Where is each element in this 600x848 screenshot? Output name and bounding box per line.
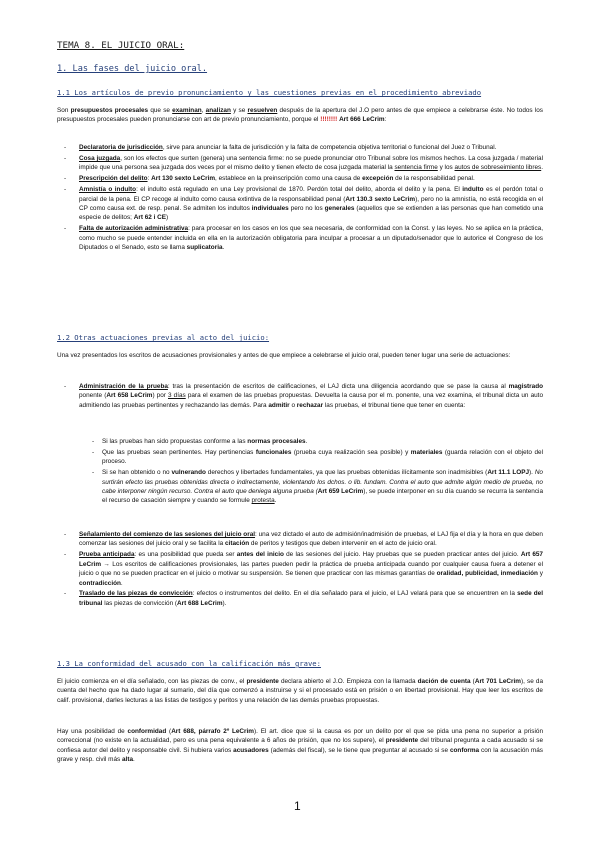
page-number: 1 <box>294 799 301 813</box>
text-run: presupuestos procesales <box>70 107 149 114</box>
text-run: Art 657 LeCrim → <box>79 551 543 568</box>
text-run: Declaratoria de jurisdicción <box>79 144 163 151</box>
text-run: Falta de autorización administrativa <box>79 225 189 233</box>
text-run: examinan <box>172 107 202 114</box>
text-run: que se <box>148 107 173 114</box>
text-run: Si se han obtenido o no <box>102 469 172 477</box>
bullet-dash-icon: - <box>64 225 67 233</box>
text-run: presidente <box>385 737 419 745</box>
text-run: sentencia firme <box>394 164 438 172</box>
section-heading: 1. Las fases del juicio oral. <box>57 64 208 74</box>
text-run: : <box>147 175 152 183</box>
text-run: !!!!!!!! <box>320 116 338 124</box>
text-run: con la acusación más grave y resp. civil más <box>57 746 543 764</box>
text-run: presidente <box>246 678 279 685</box>
text-run: y <box>537 570 543 578</box>
text-run: magistrado <box>508 383 544 390</box>
text-run: Señalamiento del comienzo de las sesiones del juicio oral <box>79 531 256 538</box>
text-run: . <box>133 756 135 764</box>
text-run: materiales <box>410 448 443 456</box>
text-run: : efectos o instrumentos del delito. En el día señalado para el juicio, el LAJ velará para que se encuentren en la <box>192 590 518 598</box>
text-run: alta <box>122 756 134 764</box>
bullet-dash-icon: - <box>64 590 67 598</box>
text-run: para el examen de las pruebas propuestas. Devuelta la causa por el m. ponente, una vez examina, el tribunal dicta un auto admitiendo las pruebas pertinentes y rechazando las demás. Para <box>79 392 544 409</box>
list-item <box>64 174 543 183</box>
text-run: Art 688, párrafo 2º LeCrim <box>171 728 254 735</box>
text-run: Art 130 sexto LeCrim <box>151 175 216 183</box>
text-run: : para procesar en los casos en los que sea necesaria, de conformidad con la Const. y las leyes. No se aplica en la práctica, como mucho se puede entender incluida en ella en la autorización obligatoria para inculpar a procesar a un diputado/senador que lo autorice el Congreso de los Diputados o el Senado, esto se llama <box>79 225 543 252</box>
text-run: ponente ( <box>79 392 107 400</box>
text-run: y los <box>437 164 455 172</box>
text-run: derechos y libertades fundamentales, ya que las pruebas obtenidas ilícitamente son inadmisibles ( <box>205 469 488 477</box>
text-run: Que las pruebas sean pertinentes. Hay pertinencias <box>102 448 256 456</box>
text-run: ). El art. dice que si la causa es por un delito por el que se pida una pena no superior a prisión correccional (no existe en la actualidad, pero es una pena equivalente a 6 años de prisión, que no los supere), el <box>57 728 544 745</box>
text-run: excepción <box>362 175 394 183</box>
text-run: de peritos y testigos que deben intervenir en el acto de juicio oral. <box>249 540 437 548</box>
text-run: (aquellos que se extienden a las personas que han cometido una especie de delitos; <box>79 204 544 222</box>
text-run: del tribunal pregunta a cada acusado si se confiesa autor del delito y responsable civil. Si hubiera varios <box>57 737 544 754</box>
text-run: , son los efectos que surten (genera) una sentencia firme: no se puede pronunciar otro Tribunal sobre los mismos hechos. La cosa juzgada / material impide que una persona sea juzgada dos veces por el mismo delito y tienen efecto de cosa juzgada material la <box>79 154 543 172</box>
text-run: conformidad <box>127 728 167 735</box>
list-item <box>92 448 543 467</box>
text-run: , <box>201 107 206 114</box>
text-run: : es una posibilidad que pueda ser <box>134 551 237 559</box>
paragraph-1-3-a <box>57 677 543 705</box>
text-run: . <box>305 438 308 445</box>
bullet-dash-icon: - <box>64 383 67 390</box>
text-run: suplicatoria <box>186 244 223 252</box>
bullet-dash-icon: - <box>64 154 67 162</box>
list-item <box>64 185 544 223</box>
text-run: acusadores <box>233 746 269 754</box>
text-run: : una vez dictado el auto de admisión/inadmisión de pruebas, el LAJ fija el día y la hora en que deben comenzar las sesiones del juicio oral y se facilita la <box>79 531 543 548</box>
criterios-prueba-list <box>92 437 543 507</box>
text-run: Art 666 LeCrim <box>339 116 385 124</box>
text-run: . <box>120 579 123 587</box>
bullet-dash-icon: - <box>92 469 95 477</box>
text-run: Art 62 i CE <box>133 214 167 222</box>
text-run: pero no los <box>288 204 325 212</box>
text-run: (además del fiscal), se le tiene que preguntar al acusado si se <box>268 746 450 754</box>
text-run: ( <box>470 678 475 685</box>
text-run: : tras la presentación de escritos de calificaciones, el LAJ dicta una diligencia acordando que se pase la causa al <box>167 383 509 390</box>
bullet-dash-icon: - <box>64 551 67 559</box>
text-run: ) <box>166 214 169 222</box>
text-run: rechazar <box>296 401 324 409</box>
text-run: conforma <box>449 746 480 754</box>
list-item <box>64 143 543 152</box>
text-run: resuelven <box>247 107 278 114</box>
text-run: funcionales <box>255 448 292 456</box>
list-item <box>64 530 543 549</box>
text-run: ), se da cuenta del hecho que ha dado lugar al sumario, del día que comenzó a instruirse y si el procesado está en prisión o en libertad provisional. Hay que leer los escritos de calif. provisional, darles lecturas a las listas de testigos y peritos y una relación de las demás pruebas propuestas. <box>57 678 544 704</box>
text-run: antes del inicio <box>236 551 284 559</box>
subsection-heading-1-2: 1.2 Otras actuaciones previas al acto del juicio: <box>57 333 270 342</box>
text-run: Amnistía o indulto <box>79 186 137 194</box>
bullet-dash-icon: - <box>92 438 95 445</box>
text-run: : <box>384 116 387 124</box>
text-run: y se <box>230 107 248 114</box>
text-run: declara abierto el J.O. Empieza con la llamada <box>278 678 418 685</box>
text-run: de la responsabilidad penal. <box>393 175 475 183</box>
text-run: después de la apertura del J.O pero antes de que empiece a celebrarse éste. No todos los presupuestos procesales pueden pronunciarse con art de previo pronunciamiento, porque el <box>57 107 543 124</box>
text-run: es el perdón total o parcial de la pena. El CP recoge al indulto como causa extintiva de la responsabilidad penal ( <box>79 186 543 203</box>
text-run: ( <box>166 728 172 735</box>
list-item <box>64 154 543 173</box>
text-run: admitir <box>268 401 290 409</box>
text-run: Art 11.1 LOPJ <box>487 469 530 477</box>
text-run: contradicción <box>79 579 121 587</box>
text-run: El juicio comienza en el día señalado, con las piezas de conv., el <box>57 678 247 685</box>
text-run: citación <box>225 540 250 548</box>
text-run: sede del tribunal <box>79 590 543 607</box>
text-run: las pruebas, el tribunal tiene que tener en cuenta: <box>323 401 466 409</box>
list-item <box>64 382 544 410</box>
actuaciones-list-b <box>64 530 543 610</box>
text-run: protesta <box>251 497 275 505</box>
paragraph-intro-1-2: Una vez presentados los escritos de acusaciones provisionales y antes de que empiece a celebrarse el juicio oral, pueden tener lugar una serie de actuaciones: <box>57 352 511 359</box>
text-run: normas procesales <box>247 438 306 445</box>
text-run: ). <box>222 599 227 607</box>
text-run: individuales <box>251 204 289 212</box>
text-run: oralidad, publicidad, inmediación <box>436 570 538 578</box>
text-run: . <box>222 244 225 252</box>
subsection-heading-1-3: 1.3 La conformidad del acusado con la calificación más grave: <box>57 659 321 668</box>
text-run: analizan <box>205 107 231 114</box>
text-run: ) por <box>152 392 168 400</box>
list-item <box>64 550 543 588</box>
list-item <box>64 224 543 252</box>
text-run: ), se puede interponer en su día cuando se recurra la sentencia el recurso de casación siempre y cuando se formule <box>102 488 543 505</box>
text-run: ), pero no la amnistía, no está recogida en el CP como causa ext. de resp. penal. Se admiten los indultos <box>79 195 544 212</box>
text-run: . <box>541 164 543 172</box>
presupuestos-list <box>64 143 544 254</box>
text-run: Art 701 LeCrim <box>474 678 521 685</box>
text-run: (guarda relación con el objeto del proceso. <box>102 448 543 466</box>
text-run: generales <box>324 204 355 212</box>
text-run: Cosa juzgada <box>79 154 121 162</box>
text-run: o <box>289 401 297 409</box>
text-run: Si las pruebas han sido propuestas conforme a las <box>102 438 248 445</box>
bullet-dash-icon: - <box>64 175 67 183</box>
bullet-dash-icon: - <box>64 144 67 151</box>
text-run: 3 días <box>168 392 186 400</box>
text-run: . <box>274 497 277 505</box>
text-run: Art 659 LeCrim <box>317 488 364 496</box>
text-run: dación de cuenta <box>417 678 471 685</box>
text-run: las piezas de convicción ( <box>102 599 178 607</box>
text-run: Hay una posibilidad de <box>57 728 128 735</box>
paragraph-1-3-b <box>57 727 543 765</box>
text-run: Traslado de las piezas de convicción <box>79 590 193 598</box>
document-title: TEMA 8. EL JUICIO ORAL: <box>57 40 185 51</box>
text-run: Los escritos de calificaciones provisionales, las partes pueden pedir la práctica de prueba anticipada cuando por cualquier causa fuera a detener el juicio o que no se pueden practicar en el juicio o motivar su suspensión. Se tienen que practicar con las mismas garantías de <box>79 560 543 578</box>
actuaciones-list-a <box>64 382 544 412</box>
bullet-dash-icon: - <box>64 186 67 194</box>
bullet-dash-icon: - <box>64 531 67 538</box>
text-run: autos de sobreseimiento libres <box>454 164 542 172</box>
text-run: Art 658 LeCrim <box>106 392 153 400</box>
text-run: ). <box>529 469 535 477</box>
paragraph-intro-1-1 <box>57 106 543 125</box>
text-run: Prescripción del delito <box>79 175 148 183</box>
text-run: vulnerando <box>171 469 206 477</box>
text-run: : el indulto está regulado en una Ley provisional de 1870. Perdón total del delito, aborda el delito y la pena. El <box>136 186 463 194</box>
list-item <box>64 589 543 608</box>
text-run: Son <box>57 107 71 114</box>
text-run: Art 130.3 sexto LeCrim <box>345 195 416 203</box>
text-run: No surtirán efecto las pruebas obtenidas directa o indirectamente, violentando los dchos. o lib. fundam. Contra el auto que admite algún medio de prueba, no cabe interponer ningún recurso. Contra el auto que deniega alguna prueba ( <box>102 469 543 496</box>
bullet-dash-icon: - <box>92 448 95 456</box>
list-item <box>92 468 543 506</box>
text-run: Prueba anticipada <box>79 551 135 559</box>
list-item <box>92 437 543 446</box>
text-run: , sirve para anunciar la falta de jurisdicción y la falta de competencia objetiva territorial o funcional del Juez o Tribunal. <box>162 144 497 151</box>
text-run: (prueba cuya realización sea posible) y <box>291 448 411 456</box>
text-run: , establece en la preinscripción como una causa de <box>215 175 363 183</box>
text-run: de las sesiones del juicio. Hay pruebas que se pueden practicar antes del juicio. <box>283 551 521 559</box>
text-run: indulto <box>462 186 484 194</box>
text-run: Art 688 LeCrim <box>177 599 223 607</box>
text-run: Administración de la prueba <box>79 383 168 390</box>
subsection-heading-1-1: 1.1 Los artículos de previo pronunciamiento y las cuestiones previas en el procedimiento abreviado <box>57 88 482 97</box>
